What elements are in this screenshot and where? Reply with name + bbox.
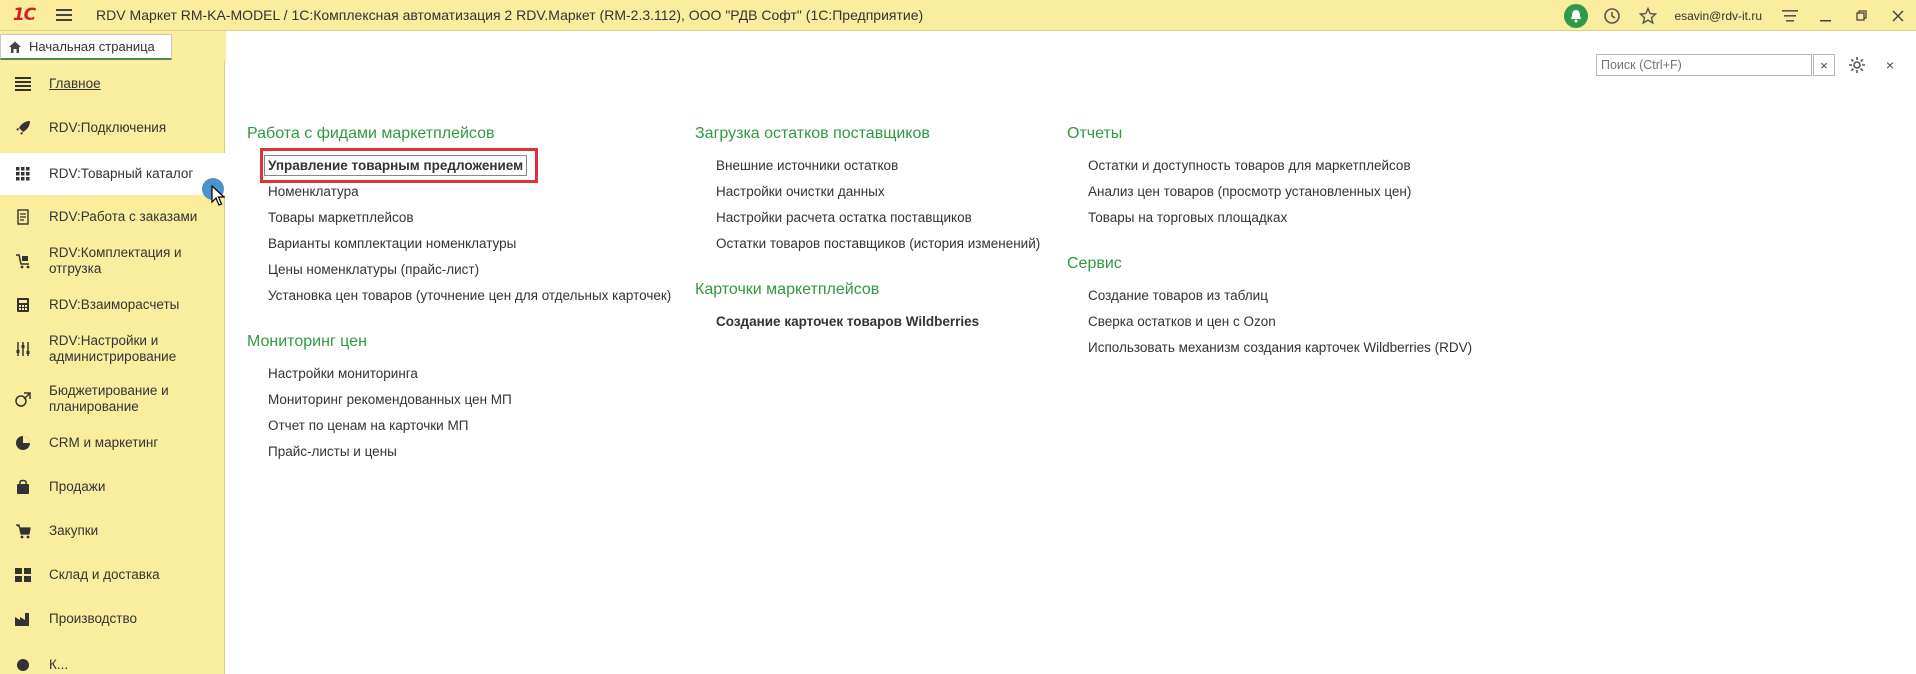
restore-icon	[1856, 10, 1868, 22]
link-external-sources[interactable]: Внешние источники остатков	[716, 158, 899, 173]
link-marketplace-listings[interactable]: Товары на торговых площадках	[1088, 210, 1288, 225]
star-icon	[1639, 7, 1657, 25]
sidebar-item-label: RDV:Взаиморасчеты	[49, 297, 180, 312]
link-price-list[interactable]: Цены номенклатуры (прайс-лист)	[268, 262, 480, 277]
window-title: RDV Маркет RM-KA-MODEL / 1С:Комплексная автоматизация 2 RDV.Маркет (RM-2.3.112), ООО "РДВ Софт" (1С:Предприятие)	[96, 7, 924, 23]
settings-menu-button[interactable]	[1772, 0, 1808, 31]
section-title-service: Сервис	[1067, 255, 1122, 272]
sidebar-item-connections[interactable]	[0, 114, 225, 142]
title-bar	[0, 0, 1916, 31]
link-ozon-reconcile[interactable]: Сверка остатков и цен с Ozon	[1088, 314, 1276, 329]
mouse-pointer-icon	[211, 185, 227, 207]
calculator-icon	[13, 295, 33, 315]
bag-icon	[13, 477, 33, 497]
link-price-analysis[interactable]: Анализ цен товаров (просмотр установленных цен)	[1088, 184, 1412, 199]
main-menu-button[interactable]	[50, 0, 78, 31]
sidebar-item-main[interactable]	[0, 70, 225, 98]
cart-box-icon	[13, 251, 33, 271]
link-offer-management[interactable]: Управление товарным предложением	[264, 155, 527, 176]
sliders-icon	[13, 339, 33, 359]
more-icon	[13, 655, 33, 674]
rocket-icon	[13, 118, 33, 138]
tab-home[interactable]	[0, 34, 172, 60]
bell-icon	[1564, 4, 1588, 28]
user-name[interactable]: esavin@rdv-it.ru	[1674, 8, 1762, 23]
sidebar-item-label: Главное	[49, 76, 101, 91]
link-price-report[interactable]: Отчет по ценам на карточки МП	[268, 418, 469, 433]
link-kit-variants[interactable]: Варианты комплектации номенклатуры	[268, 236, 517, 251]
minimize-icon	[1820, 10, 1832, 22]
favorites-button[interactable]	[1630, 0, 1666, 31]
search-clear-button[interactable]	[1813, 54, 1835, 76]
lines-menu-icon	[1782, 9, 1798, 23]
restore-button[interactable]	[1844, 0, 1880, 31]
link-set-prices[interactable]: Установка цен товаров (уточнение цен для отдельных карточек)	[268, 288, 672, 303]
orders-icon	[13, 207, 33, 227]
sidebar-item-label: Бюджетирование и планирование	[49, 383, 169, 414]
history-button[interactable]	[1594, 0, 1630, 31]
sidebar-item-budget[interactable]	[0, 379, 225, 419]
sidebar-item-label: CRM и маркетинг	[49, 435, 159, 450]
sidebar-item-settlements[interactable]	[0, 291, 225, 319]
tab-home-label: Начальная страница	[29, 39, 155, 54]
sidebar-item-label: Закупки	[49, 523, 99, 538]
home-icon	[1, 40, 29, 54]
section-title-feeds: Работа с фидами маркетплейсов	[247, 125, 495, 142]
budget-icon	[13, 389, 33, 409]
link-nomenclature[interactable]: Номенклатура	[268, 184, 359, 199]
sidebar-item-catalog[interactable]	[0, 153, 225, 195]
link-monitoring-settings[interactable]: Настройки мониторинга	[268, 366, 418, 381]
link-wb-mechanism[interactable]: Использовать механизм создания карточек Wildberries (RDV)	[1088, 340, 1473, 355]
sidebar-item-picking[interactable]	[0, 241, 225, 281]
link-create-from-tables[interactable]: Создание товаров из таблиц	[1088, 288, 1268, 303]
section-title-monitoring: Мониторинг цен	[247, 333, 367, 350]
sidebar-item-crm[interactable]	[0, 429, 225, 457]
close-icon: ×	[1820, 57, 1828, 73]
sidebar-item-label: Продажи	[49, 479, 106, 494]
link-create-wb-cards[interactable]: Создание карточек товаров Wildberries	[716, 314, 980, 329]
sidebar-item-label: RDV:Товарный каталог	[49, 166, 194, 181]
sidebar-item-label: Производство	[49, 611, 138, 626]
sidebar-item-admin[interactable]	[0, 329, 225, 369]
list-icon	[13, 74, 33, 94]
close-page-button[interactable]	[1878, 53, 1902, 77]
sidebar-item-label: Склад и доставка	[49, 567, 160, 582]
link-cleanup-settings[interactable]: Настройки очистки данных	[716, 184, 885, 199]
history-icon	[1603, 7, 1621, 25]
cart-icon	[13, 521, 33, 541]
close-icon	[1892, 10, 1904, 22]
pie-icon	[13, 433, 33, 453]
link-marketplace-goods[interactable]: Товары маркетплейсов	[268, 210, 414, 225]
settings-button[interactable]	[1845, 53, 1869, 77]
app-logo: 1С	[12, 5, 36, 25]
gear-icon	[1848, 56, 1866, 74]
notifications-button[interactable]	[1558, 0, 1594, 31]
grid-icon	[13, 164, 33, 184]
section-title-reports: Отчеты	[1067, 125, 1123, 142]
link-recommended-prices[interactable]: Мониторинг рекомендованных цен МП	[268, 392, 512, 407]
link-price-lists[interactable]: Прайс-листы и цены	[268, 444, 397, 459]
sidebar-item-sales[interactable]	[0, 473, 225, 501]
factory-icon	[13, 609, 33, 629]
link-stock-calc-settings[interactable]: Настройки расчета остатка поставщиков	[716, 210, 972, 225]
sidebar	[0, 61, 225, 674]
sidebar-item-label: RDV:Настройки и администрирование	[49, 333, 177, 364]
sidebar-item-label: RDV:Комплектация и отгрузка	[49, 245, 182, 276]
warehouse-icon	[13, 565, 33, 585]
section-title-cards: Карточки маркетплейсов	[695, 281, 880, 298]
sidebar-item-warehouse[interactable]	[0, 561, 225, 589]
sidebar-item-label: RDV:Подключения	[49, 120, 167, 135]
sidebar-item-production[interactable]	[0, 605, 225, 633]
close-window-button[interactable]	[1880, 0, 1916, 31]
link-stock-history[interactable]: Остатки товаров поставщиков (история изменений)	[716, 236, 1041, 251]
search-input[interactable]	[1596, 54, 1812, 76]
highlight-box	[260, 148, 538, 183]
sidebar-item-orders[interactable]	[0, 203, 225, 231]
section-title-supplier-stock: Загрузка остатков поставщиков	[695, 125, 930, 142]
sidebar-item-label: К...	[49, 657, 69, 672]
sidebar-item-more[interactable]	[0, 651, 225, 674]
close-icon: ×	[1885, 57, 1895, 73]
sidebar-item-label: RDV:Работа с заказами	[49, 209, 198, 224]
sidebar-item-purchases[interactable]	[0, 517, 225, 545]
minimize-button[interactable]	[1808, 0, 1844, 31]
link-stock-availability[interactable]: Остатки и доступность товаров для маркетплейсов	[1088, 158, 1411, 173]
hamburger-icon	[56, 8, 72, 22]
